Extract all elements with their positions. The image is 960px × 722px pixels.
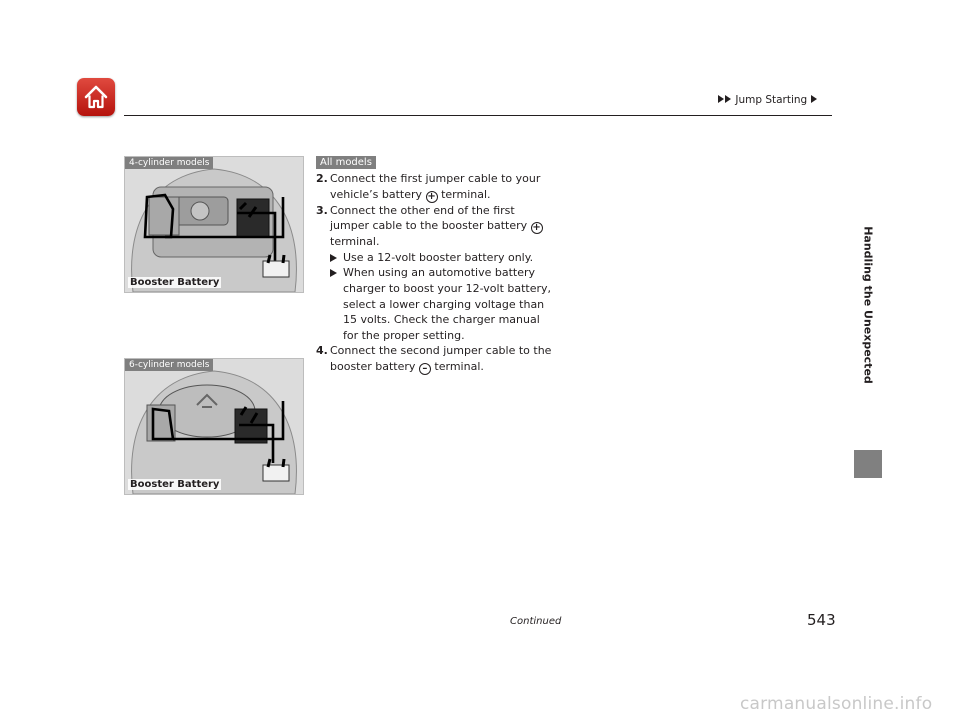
step-number: 3. [316, 203, 328, 217]
engine-bay-figure-4cyl [124, 156, 304, 293]
step-text: Connect the first jumper cable to your vehicle’s battery [330, 172, 541, 201]
plus-terminal-icon: + [532, 222, 541, 234]
breadcrumb-arrow-icon [718, 95, 724, 103]
figure-caption: Booster Battery [130, 277, 220, 288]
step-number: 2. [316, 172, 328, 185]
home-button[interactable] [77, 78, 115, 116]
breadcrumb-arrow-icon [725, 95, 731, 103]
step-text: Connect the other end of the first jumper cable to the booster battery [330, 203, 528, 233]
site-watermark: carmanualsonline.info [740, 694, 933, 714]
header-rule [124, 115, 832, 116]
note-arrow-icon [330, 269, 337, 277]
note-text: Use a 12-volt booster battery only. [343, 250, 534, 264]
engine-bay-illustration [125, 359, 303, 494]
step-item [316, 203, 556, 250]
breadcrumb-label: Jump Starting [735, 94, 808, 106]
figure-caption: Booster Battery [130, 479, 220, 490]
instruction-steps [316, 171, 556, 375]
note-item [316, 250, 556, 266]
step-text-end: terminal. [441, 187, 491, 201]
figure-model-tag: 4-cylinder models [125, 157, 213, 169]
minus-terminal-icon: – [419, 363, 431, 375]
step-text-end: terminal. [434, 359, 484, 373]
figure-model-tag: 6-cylinder models [125, 359, 213, 371]
continued-label: Continued [510, 616, 562, 627]
all-models-tag: All models [316, 156, 376, 169]
section-side-tab-label: Handling the Unexpected [861, 226, 875, 384]
step-text-end: terminal. [330, 235, 380, 249]
section-side-tab[interactable] [854, 160, 882, 450]
step-number: 4. [316, 344, 328, 358]
engine-bay-figure-6cyl [124, 358, 304, 495]
page-number: 543 [807, 611, 836, 629]
breadcrumb[interactable] [718, 94, 818, 106]
step-item [316, 171, 556, 203]
home-icon [82, 83, 110, 111]
step-item [316, 343, 556, 375]
breadcrumb-arrow-icon [811, 95, 817, 103]
section-marker-block [854, 450, 882, 478]
engine-bay-illustration [125, 157, 303, 292]
note-text: When using an automotive battery charger to boost your 12-volt battery, select a lower charging voltage than 15 volts. Check the charger manual for the proper setting. [343, 266, 552, 342]
step-text: Connect the second jumper cable to the booster battery [330, 344, 552, 373]
note-item [316, 265, 556, 343]
plus-terminal-icon: + [427, 190, 436, 202]
note-arrow-icon [330, 254, 337, 262]
